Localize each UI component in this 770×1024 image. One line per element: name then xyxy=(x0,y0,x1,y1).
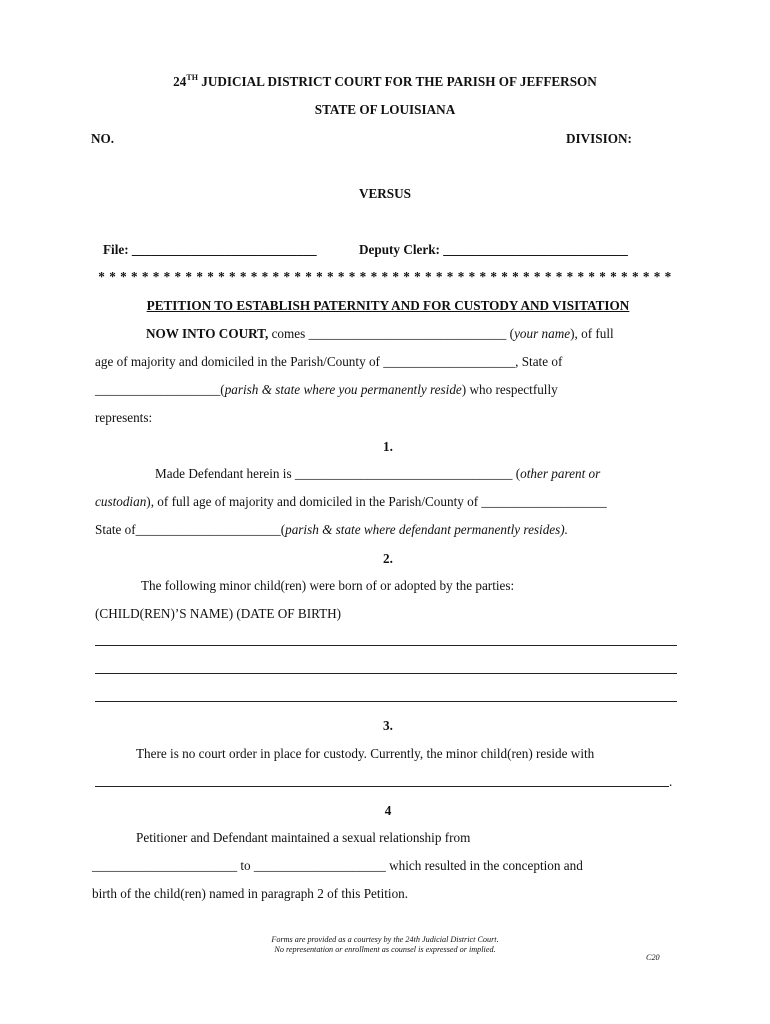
footer-disclaimer-1: Forms are provided as a courtesy by the 24th Judicial District Court. xyxy=(271,935,499,944)
state-heading: STATE OF LOUISIANA xyxy=(314,102,456,117)
versus-label: VERSUS xyxy=(358,186,412,201)
reside-with-blank-line xyxy=(95,786,669,787)
para2-line-2: (CHILD(REN)’S NAME) (DATE OF BIRTH) xyxy=(95,606,342,621)
defendant-reside-hint: parish & state where defendant permanently resides). xyxy=(285,522,568,537)
paragraph-2-number: 2. xyxy=(383,551,393,566)
custodian-hint: custodian xyxy=(95,494,147,509)
children-blank-line-2 xyxy=(95,673,677,674)
document-title: PETITION TO ESTABLISH PATERNITY AND FOR CUSTODY AND VISITATION xyxy=(146,298,630,313)
court-heading xyxy=(0,74,770,90)
court-name: JUDICIAL DISTRICT COURT FOR THE PARISH OF JEFFERSON xyxy=(197,74,597,89)
case-number-label: NO. xyxy=(91,131,115,146)
division-label: DIVISION: xyxy=(566,131,632,146)
footer-disclaimer-2: No representation or enrollment as counsel is expressed or implied. xyxy=(274,945,496,954)
intro-line-3 xyxy=(95,382,558,398)
para4-line-3: birth of the child(ren) named in paragraph 2 of this Petition. xyxy=(92,886,409,901)
para1-line-3 xyxy=(95,522,568,538)
paragraph-3-number: 3. xyxy=(383,718,393,733)
para3-end-dot: . xyxy=(669,774,673,789)
intro-line-1 xyxy=(146,326,614,342)
star-separator: * * * * * * * * * * * * * * * * * * * * * * * * * * * * * * * * * * * * * * * * * * * * * * * * * * * * * xyxy=(98,269,672,284)
paragraph-4-number: 4 xyxy=(384,803,392,818)
para1-state: State of______________________( xyxy=(95,522,286,537)
para3-line-1: There is no court order in place for custody. Currently, the minor child(ren) reside with xyxy=(136,746,595,761)
intro-comes: comes ______________________________ ( xyxy=(268,326,515,341)
intro-full: ), of full xyxy=(570,326,614,341)
form-code: C20 xyxy=(646,953,660,962)
intro-line-4: represents: xyxy=(95,410,153,425)
para4-line-2: ______________________ to ____________________ which resulted in the conception and xyxy=(92,858,583,873)
now-into-court: NOW INTO COURT, xyxy=(146,326,269,341)
children-blank-line-3 xyxy=(95,701,677,702)
deputy-clerk-field: Deputy Clerk: ____________________________ xyxy=(359,242,628,257)
defendant-text: Made Defendant herein is _________________________________ ( xyxy=(155,466,521,481)
intro-line-2: age of majority and domiciled in the Parish/County of ____________________, State of xyxy=(95,354,563,369)
other-parent-hint: other parent or xyxy=(520,466,601,481)
para4-line-1: Petitioner and Defendant maintained a sexual relationship from xyxy=(136,830,471,845)
court-number-suffix: TH xyxy=(186,72,198,82)
para1-domicile: ), of full age of majority and domiciled in the Parish/County of ___________________ xyxy=(146,494,607,509)
intro-respectfully: ) who respectfully xyxy=(461,382,558,397)
court-number: 24 xyxy=(173,74,187,89)
para1-line-2 xyxy=(95,494,607,510)
children-blank-line-1 xyxy=(95,645,677,646)
para1-line-1 xyxy=(155,466,600,482)
file-field: File: ____________________________ xyxy=(103,242,317,257)
reside-hint: parish & state where you permanently reside xyxy=(224,382,462,397)
your-name-hint: your name xyxy=(514,326,571,341)
intro-state-blank: ___________________( xyxy=(95,382,225,397)
para2-line-1: The following minor child(ren) were born of or adopted by the parties: xyxy=(141,578,515,593)
paragraph-1-number: 1. xyxy=(383,439,393,454)
